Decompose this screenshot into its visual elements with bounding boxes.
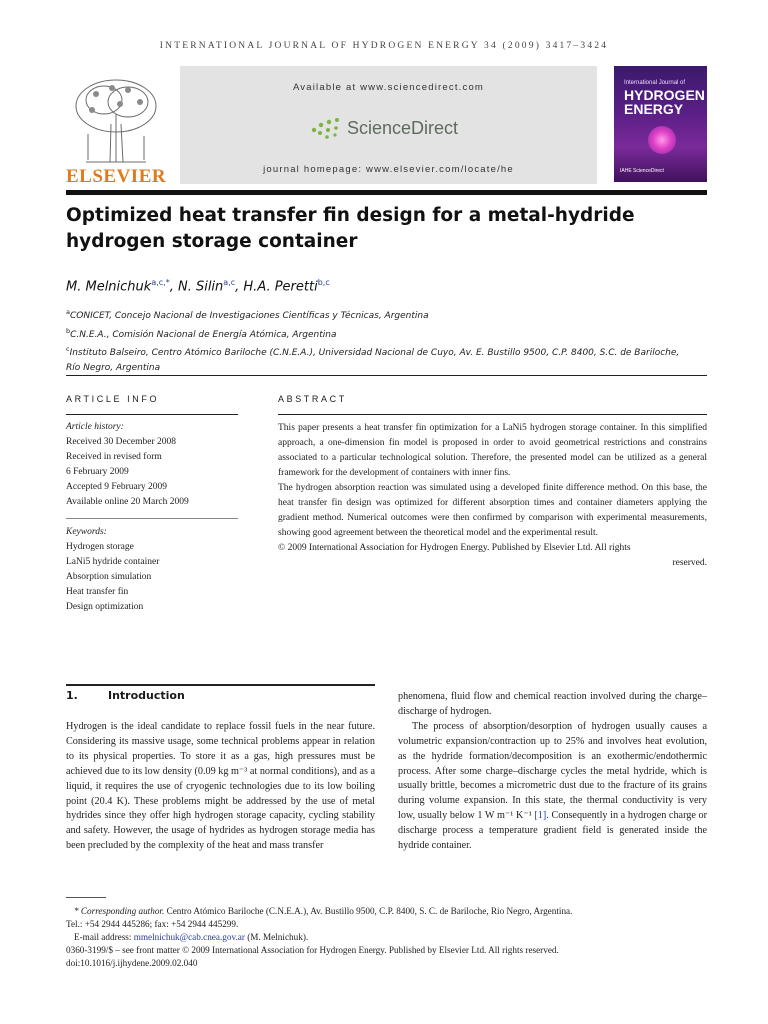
citation-link[interactable]: [1]. (534, 810, 549, 822)
author-list: M. Melnichuk$^{a,c,*}$, N. Silin$^{a,c}$, H.A. Peretti$^{b,c}$ (66, 278, 330, 295)
article-title: Optimized heat transfer fin design for a metal-hydride hydrogen storage container (66, 205, 635, 252)
abstract-rule (278, 414, 707, 415)
cover-footer: IAHE ScienceDirect (620, 168, 664, 174)
keywords-list: Keywords: Hydrogen storage LaNi5 hydride container Absorption simulation Heat transfer fin Design optimization (66, 525, 238, 615)
available-at-link[interactable]: Available at www.sciencedirect.com (292, 82, 485, 93)
intro-left-column: Hydrogen is the ideal candidate to replace fossil fuels in the near future. Considering its massive usage, some technical problems appear in relation to its physical properties. To store it as a gas, high pressures must be achieved due to its low density (0.09 kg m⁻³ at normal conditions), and as a liquid, it requires the use of cryogenic technologies due to its low boiling point (20.4 K). These problems might be addressed by the use of metal hydrides since they offer high hydrogen storage capacity, cycling stability and safety. However, the usage of hydrides as hydrogen storage media has been precluded by the complexity of the heat and mass transfer (66, 721, 375, 852)
footnote-rule (66, 897, 106, 898)
cover-orb-graphic (648, 126, 676, 154)
section-heading-introduction: 1. Introduction (66, 689, 185, 702)
footnotes: * Corresponding author. Centro Atómico Bariloche (C.N.E.A.), Av. Bustillo 9500, C.P. 8400, S. C. de Bariloche, Rio Negro, Argentina. Tel.: +54 2944 445286; fax: +54 2944 445299. E-mail address: mmelnichuk@cab.cnea.gov.ar (M. Melnichuk). 0360-3199/$ – see front matter © 2009 International Association for Hydrogen Energy. Published by Elsevier Ltd. All rights reserved. doi:10.1016/j.ijhydene.2009.02.040 (66, 905, 708, 970)
abstract-body: This paper presents a heat transfer fin optimization for a LaNi5 hydrogen storage container. In this simplified approach, a one-dimension fin model is proposed in order to avoid geometrical restrictions and constrains associated to a particular technological solution. Therefore, the presented model can be utilized as a general framework for the development of containers with inner fins. The hydrogen absorption reaction was simulated using a developed finite difference method. On this base, the heat transfer fin design was optimized for different absorption times and container diameters applying the gradient method. Numerical outcomes were then confirmed by comparison with experimental measurements, showing good agreement between the theoretical model and the experimental result. © 2009 International Association for Hydrogen Energy. Published by Elsevier Ltd. All rights reserved. (278, 423, 707, 568)
intro-rule (66, 684, 375, 686)
sciencedirect-dots-icon (308, 114, 344, 144)
affiliation-list: $^a$CONICET, Concejo Nacional de Investigaciones Científicas y Técnicas, Argentina $^b$C.N.E.A., Comisión Nacional de Energía Atómica, Argentina $^c$Instituto Balseiro, Centro Atómico Bariloche (C.N.E.A.), Universidad Nacional de Cuyo, Av. E. Bustillo 9500, C.P. 8400, S.C. de Bariloche, Río Negro, Argentina (66, 308, 680, 373)
keyword: Design optimization (66, 602, 144, 612)
keyword: Absorption simulation (66, 572, 152, 582)
elsevier-wordmark: ELSEVIER (66, 166, 167, 187)
masthead-rule (66, 190, 707, 195)
keywords-rule (66, 518, 238, 519)
author-affil-marker[interactable]: a,c (223, 278, 236, 287)
author-affil-marker[interactable]: a,c,* (151, 278, 170, 287)
keyword: Heat transfer fin (66, 587, 129, 597)
abstract-heading: ABSTRACT (278, 394, 347, 404)
author-name: N. Silin (177, 279, 224, 295)
journal-homepage-link[interactable]: journal homepage: www.elsevier.com/locate/he (263, 164, 514, 175)
section-rule (66, 375, 707, 376)
author-affil-marker[interactable]: b,c (317, 278, 330, 287)
author-name: H.A. Peretti (243, 279, 318, 295)
intro-right-column: phenomena, fluid flow and chemical reaction involved during the charge–discharge of hydrogen. The process of absorption/desorption of hydrogen usually causes a volumetric expansion/contraction up to 25% and involves heat evolution, as the hydride formation/decomposition is an exothermic/endothermic process. After some charge–discharge cycles the metal hydride, which is usually brittle, becomes a micrometric dust due to the fracture of its grains during volume expansion. In this state, the thermal conductivity is very low, usually below 1 W m⁻¹ K⁻¹ [1]. Consequently in a hydrogen charge or discharge process a temperature gradient field is generated inside the hydride container. (398, 691, 708, 852)
sciencedirect-wordmark: ScienceDirect (347, 118, 459, 138)
running-head: INTERNATIONAL JOURNAL OF HYDROGEN ENERGY 34 (2009) 3417–3424 (159, 41, 609, 51)
article-info-heading: ARTICLE INFO (66, 394, 160, 404)
author-name: M. Melnichuk (66, 279, 152, 295)
issn-line: 0360-3199/$ – see front matter © 2009 International Association for Hydrogen Energy. Published by Elsevier Ltd. All rights reserved. (66, 945, 559, 955)
cover-subtitle: International Journal of (624, 80, 686, 86)
cover-title: HYDROGEN ENERGY (624, 87, 705, 117)
email-link[interactable]: mmelnichuk@cab.cnea.gov.ar (133, 932, 245, 942)
doi-line[interactable]: doi:10.1016/j.ijhydene.2009.02.040 (66, 958, 198, 968)
article-info-rule (66, 414, 238, 415)
article-history: Article history: Received 30 December 2008 Received in revised form 6 February 2009 Accepted 9 February 2009 Available online 20 March 2009 (66, 422, 189, 507)
keyword: LaNi5 hydride container (66, 557, 160, 567)
keyword: Hydrogen storage (66, 542, 134, 552)
